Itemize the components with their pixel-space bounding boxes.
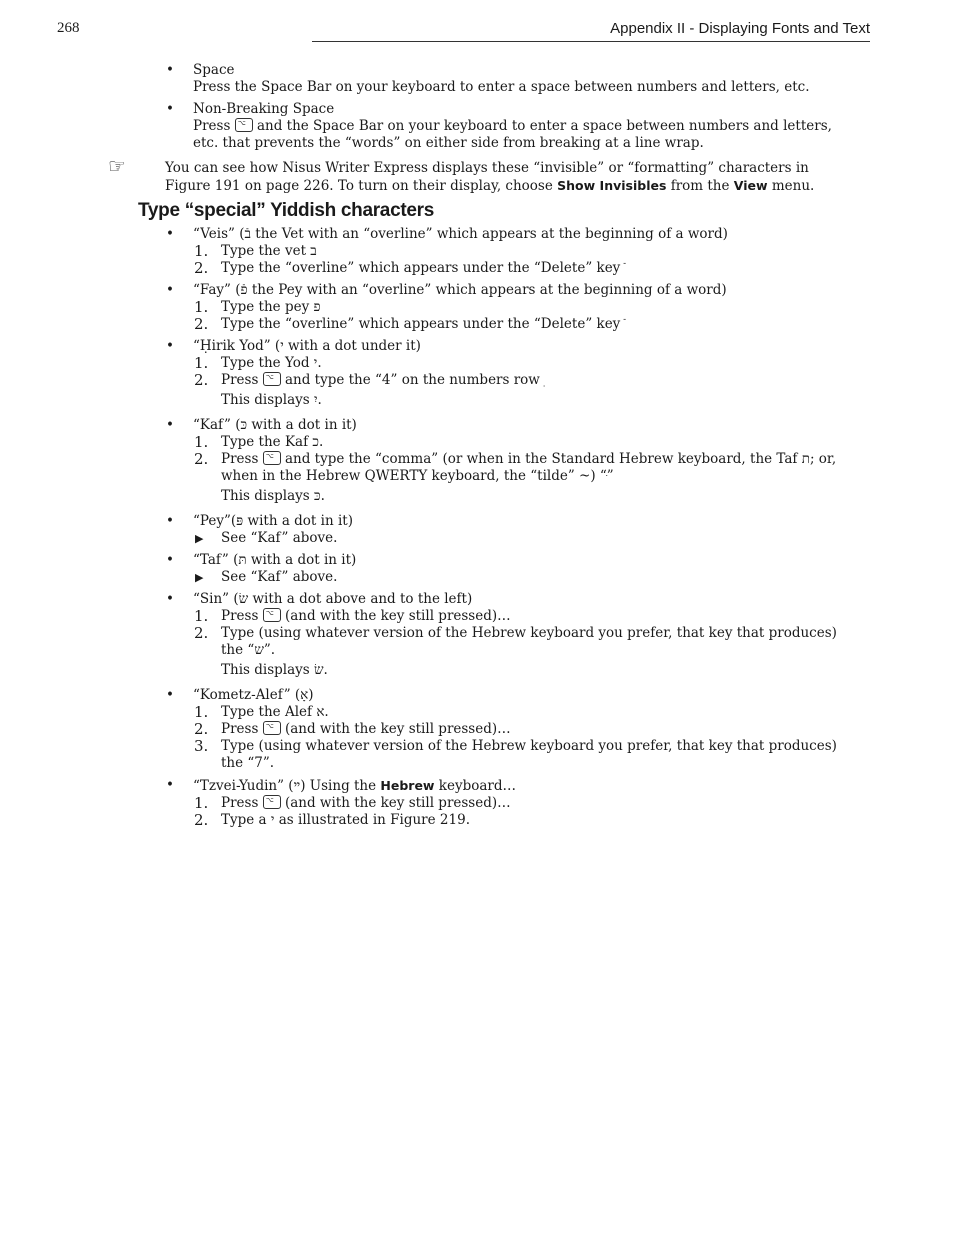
option-key-icon [263, 608, 281, 622]
option-key-icon [263, 451, 281, 465]
item-title: Non-Breaking Space [193, 101, 335, 117]
step-result: This displays כּ. [221, 488, 325, 504]
list-item-taf [0, 552, 954, 569]
bullet-icon: • [166, 101, 174, 117]
bullet-icon: • [166, 777, 174, 793]
bullet-icon: • [166, 687, 174, 703]
note-paragraph: ☞ You can see how Nisus Writer Express displays these “invisible” or “formatting” characters in Figure 191 on page 226. To turn on their display, choose Show Invisibles from the View menu. [108, 154, 815, 194]
list-item-tzvei-yudin [0, 777, 954, 795]
step: 1. Type the Yod י. [194, 354, 322, 372]
step: 2. Type the “overline” which appears under the “Delete” key ֿ [194, 259, 625, 277]
option-key-icon [263, 795, 281, 809]
item-title: “Tzvei-Yudin” (ײ) Using the Hebrew keyboard… [193, 778, 516, 794]
item-title: “Fay” (פֿ the Pey with an “overline” which appears at the beginning of a word) [193, 282, 727, 298]
bullet-icon: • [166, 417, 174, 433]
step: 1. Press ⌥ (and with the key still pressed)… [0, 608, 954, 625]
item-title: “Pey”(פּ with a dot in it) [193, 513, 353, 529]
item-text: Press the Space Bar on your keyboard to enter a space between numbers and letters, etc. [193, 79, 810, 95]
step: 1. Type the Alef א. [194, 703, 329, 721]
triangle-icon: ▶ [195, 532, 204, 545]
step: 2. Type (using whatever version of the Hebrew keyboard you prefer, that key that produces) the “ש”. [194, 624, 837, 658]
page-body [0, 62, 954, 829]
menu-name: View [733, 178, 768, 193]
page-number: 268 [57, 20, 80, 36]
menu-command: Show Invisibles [557, 178, 667, 193]
option-key-icon [235, 118, 253, 132]
list-item-kometz-alef [0, 687, 954, 704]
bullet-icon: • [166, 338, 174, 354]
step: 1. Press ⌥ (and with the key still pressed)… [0, 795, 954, 812]
item-title: “Kometz-Alef” (אָ) [193, 687, 314, 703]
list-item-pey [0, 513, 954, 530]
step: 2. Press ⌥ and type the “4” on the numbers row ִ [0, 372, 954, 389]
bullet-icon: • [166, 513, 174, 529]
item-title: “Ḥirik Yod” (י with a dot under it) [193, 338, 421, 354]
option-key-icon [263, 372, 281, 386]
step: 1. Type the Kaf כ. [194, 433, 324, 451]
item-title: “Veis” (בֿ the Vet with an “overline” which appears at the beginning of a word) [193, 226, 728, 242]
step-result: This displays יִ. [221, 392, 322, 408]
list-item-sin [0, 591, 954, 608]
bullet-icon: • [166, 226, 174, 242]
option-key-icon [263, 721, 281, 735]
bullet-icon: • [166, 62, 174, 78]
step: 3. Type (using whatever version of the Hebrew keyboard you prefer, that key that produces) the “7”. [194, 737, 837, 771]
list-item-kaf [0, 417, 954, 434]
list-item-veis [0, 226, 954, 243]
bullet-icon: • [166, 552, 174, 568]
list-item-non-breaking-space [0, 101, 954, 152]
pointing-hand-icon: ☞ [108, 154, 126, 178]
triangle-icon: ▶ [195, 571, 204, 584]
header-rule [312, 41, 870, 42]
step: 1. Type the pey פ [194, 298, 321, 316]
item-title: Space [193, 62, 235, 78]
step-result: This displays שׂ. [221, 662, 328, 678]
bullet-icon: • [166, 591, 174, 607]
item-title: “Sin” (שׂ with a dot above and to the left) [193, 591, 473, 607]
list-item-hirik-yod [0, 338, 954, 355]
keyboard-name: Hebrew [380, 778, 435, 793]
item-title: “Taf” (תּ with a dot in it) [193, 552, 357, 568]
running-title: Appendix II - Displaying Fonts and Text [610, 20, 870, 37]
bullet-icon: • [166, 282, 174, 298]
section-heading: Type “special” Yiddish characters [138, 200, 434, 221]
list-item-space [0, 62, 954, 96]
step: 2. Type a י as illustrated in Figure 219. [194, 811, 470, 829]
step: 2. Type the “overline” which appears under the “Delete” key ֿ [194, 315, 625, 333]
step: 2. Press ⌥ and type the “comma” (or when in the Standard Hebrew keyboard, the Taf ת; or, when in the Hebrew QWERTY keyboard, the “tilde” ~) “ּ” [0, 451, 954, 485]
step: 1. Type the vet ב [194, 242, 317, 260]
item-title: “Kaf” (כּ with a dot in it) [193, 417, 357, 433]
step: 2. Press ⌥ (and with the key still pressed)… [0, 721, 954, 738]
list-item-fay [0, 282, 954, 299]
item-text: Press ⌥ and the Space Bar on your keyboard to enter a space between numbers and letters, etc. that prevents the “words” on either side from breaking at a line wrap. [193, 118, 854, 152]
see-also: ▶ See “Kaf” above. [195, 530, 338, 546]
see-also: ▶ See “Kaf” above. [195, 569, 338, 585]
